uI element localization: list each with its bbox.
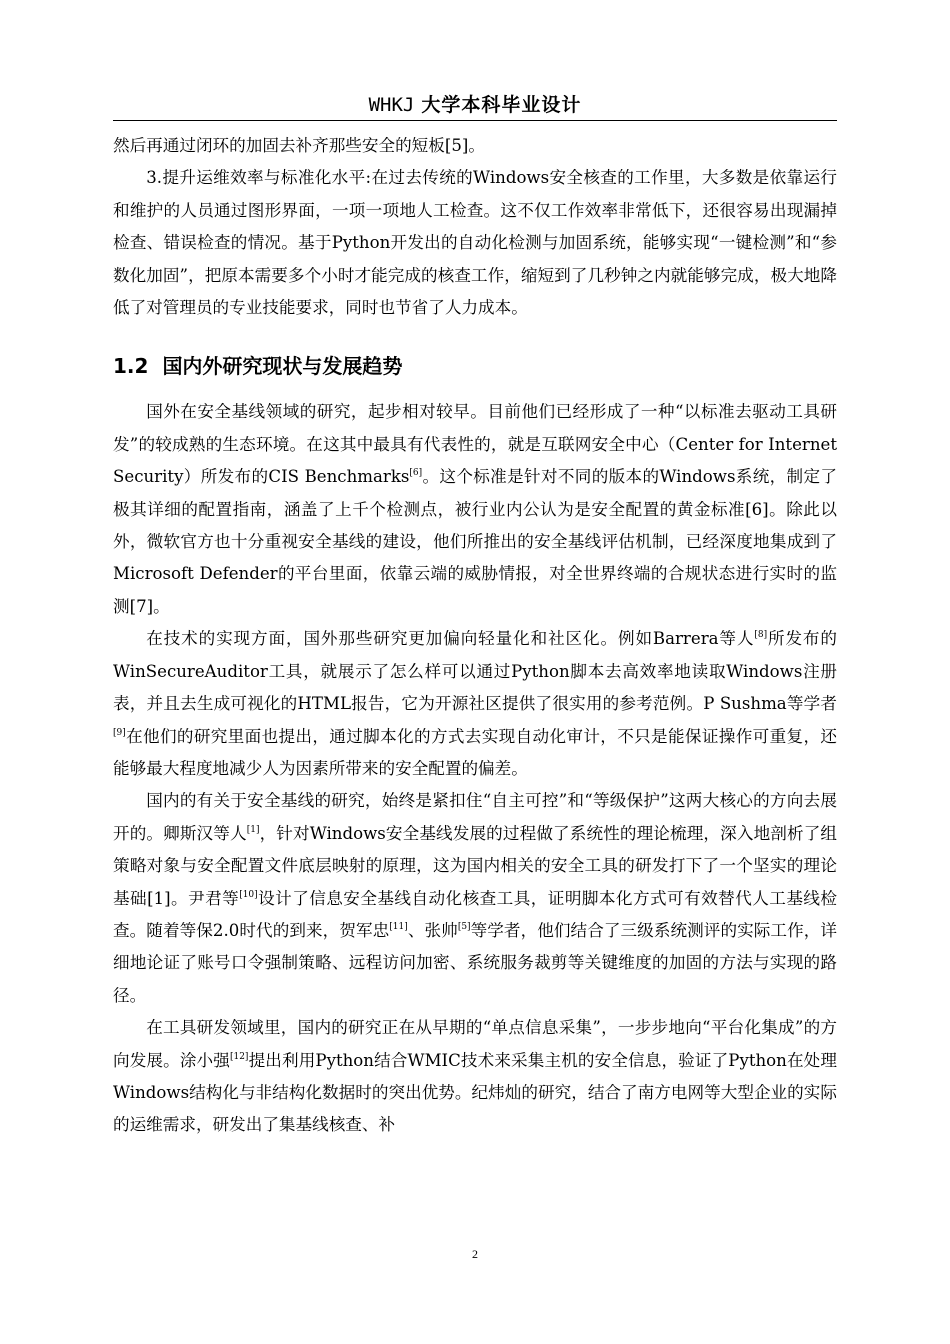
paragraph-domestic-research	[113, 785, 837, 1012]
citation: [8]	[754, 630, 768, 641]
paragraph-text: 所发布的WinSecureAuditor工具，就展示了怎么样可以通过Python脚本去高效率地读取Windows注册表，并且去生成可视化的HTML报告，它为开源社区提供了很实用的参考范例。P Sushma等学者	[113, 629, 837, 714]
body-text	[113, 130, 837, 1142]
citation: [6]	[409, 468, 423, 479]
paragraph-text: 。这个标准是针对不同的版本的Windows系统，制定了极其详细的配置指南，涵盖了上千个检测点，被行业内公认为是安全配置的黄金标准[6]。除此以外，微软官方也十分重视安全基线的建设，他们所推出的安全基线评估机制，已经深度地集成到了Microsoft Defender的平台里面，依靠云端的威胁情报，对全世界终端的合规状态进行实时的监测[7]。	[113, 467, 837, 616]
section-number: 1.2	[113, 354, 149, 379]
page-header	[113, 92, 837, 118]
section-heading	[113, 350, 837, 382]
paragraph-foreign-research	[113, 396, 837, 623]
paragraph-domestic-tools	[113, 1012, 837, 1142]
citation: [5]	[457, 921, 471, 932]
paragraph-text: 在他们的研究里面也提出，通过脚本化的方式去实现自动化审计，不只是能保证操作可重复，还能够最大程度地减少人为因素所带来的安全配置的偏差。	[113, 726, 837, 778]
paragraph-text: 国内的有关于安全基线的研究，始终是紧扣住“自主可控”和“等级保护”这两大核心的方向去展开的。卿斯汉等人	[113, 791, 837, 843]
paragraph-text: 在技术的实现方面，国外那些研究更加偏向轻量化和社区化。例如Barrera等人	[146, 629, 755, 649]
paragraph-continuation: 然后再通过闭环的加固去补齐那些安全的短板[5]。	[113, 136, 485, 155]
header-divider	[113, 120, 837, 121]
citation: [11]	[389, 921, 408, 932]
page-number: 2	[472, 1247, 478, 1261]
citation: [1]	[246, 824, 260, 835]
citation: [12]	[229, 1051, 249, 1062]
header-title: 大学本科毕业设计	[421, 94, 582, 116]
citation: [10]	[239, 889, 258, 900]
header-logo: WHKJ	[368, 94, 415, 116]
paragraph-text: ，针对Windows安全基线发展的过程做了系统性的理论梳理，深入地剖析了组策略对象与安全配置文件底层映射的原理，这为国内相关的安全工具的研发打下了一个坚实的理论基础[1]。尹君等	[113, 823, 838, 908]
paragraph-text: 在工具研发领域里，国内的研究正在从早期的“单点信息采集”，一步步地向“平台化集成”的方向发展。涂小强	[113, 1018, 837, 1070]
section-title: 国内外研究现状与发展趋势	[162, 354, 403, 379]
paragraph-text: 国外在安全基线领域的研究，起步相对较早。目前他们已经形成了一种“以标准去驱动工具研发”的较成熟的生态环境。在这其中最具有代表性的，就是互联网安全中心（Center for Internet Security）所发布的CIS Benchmarks	[113, 402, 837, 487]
paragraph-text: 提出利用Python结合WMIC技术来采集主机的安全信息，验证了Python在处理Windows结构化与非结构化数据时的突出优势。纪炜灿的研究，结合了南方电网等大型企业的实际的运维需求，研发出了集基线核查、补	[113, 1050, 837, 1135]
paragraph-text: 等学者，他们结合了三级系统测评的实际工作，详细地论证了账号口令强制策略、远程访问加密、系统服务裁剪等关键维度的加固的方法与实现的路径。	[113, 920, 837, 1005]
paragraph-foreign-tech	[113, 623, 837, 785]
paragraph-text: 设计了信息安全基线自动化核查工具，证明脚本化方式可有效替代人工基线检查。随着等保2.0时代的到来，贺军忠	[113, 888, 837, 940]
paragraph-text: 、张帅	[407, 920, 458, 940]
citation: [9]	[113, 727, 126, 738]
paragraph-efficiency: 3.提升运维效率与标准化水平:在过去传统的Windows安全核查的工作里，大多数是依靠运行和维护的人员通过图形界面，一项一项地人工检查。这不仅工作效率非常低下，还很容易出现漏掉检查、错误检查的情况。基于Python开发出的自动化检测与加固系统，能够实现“一键检测”和“参数化加固”，把原本需要多个小时才能完成的核查工作，缩短到了几秒钟之内就能够完成，极大地降低了对管理员的专业技能要求，同时也节省了人力成本。	[113, 168, 837, 318]
